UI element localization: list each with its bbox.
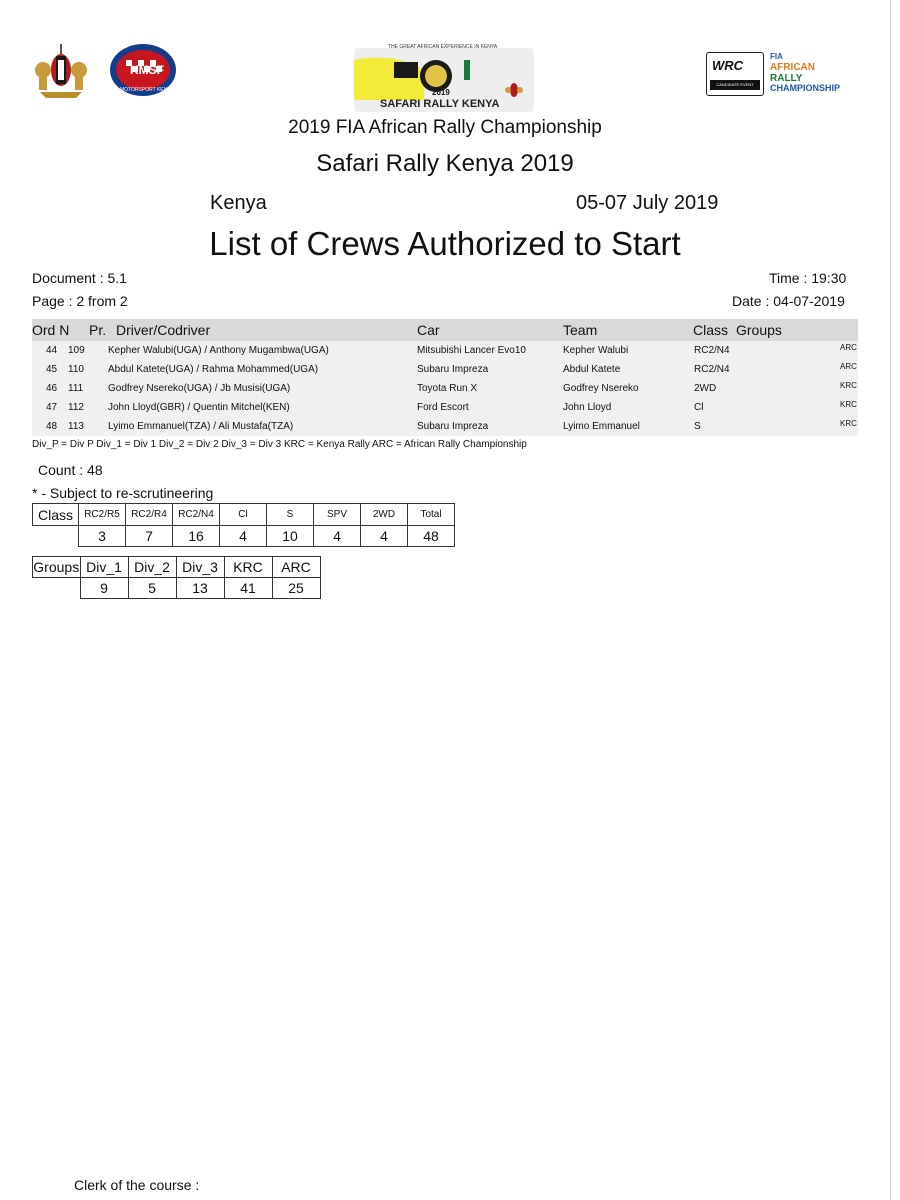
kmsf-logo-subtext: MOTORSPORT KENYA [120,87,174,93]
groups-blank-cell [33,578,81,599]
class-value: 10 [267,526,314,547]
class-value: 4 [361,526,408,547]
cell-team: Lyimo Emmanuel [563,421,640,432]
cell-class: Cl [694,402,704,413]
arc-line1: AFRICAN [770,62,815,73]
cell-driver: John Lloyd(GBR) / Quentin Mitchel(KEN) [108,402,290,413]
document-number: Document : 5.1 [32,270,127,286]
class-header: RC2/R5 [79,504,126,526]
cell-team: John Lloyd [563,402,612,413]
wrc-candidate-logo [706,52,764,96]
class-header: Cl [220,504,267,526]
crew-table-header [32,319,858,341]
class-header: RC2/R4 [126,504,173,526]
class-header: SPV [314,504,361,526]
table-row [32,360,858,380]
table-row [32,398,858,418]
cell-driver: Lyimo Emmanuel(TZA) / Ali Mustafa(TZA) [108,421,294,432]
class-blank-cell [33,526,79,547]
table-row [32,341,858,361]
arc-championship-logo [768,52,864,96]
cell-ord: 48 [46,421,58,432]
class-header: RC2/N4 [173,504,220,526]
class-value: 3 [79,526,126,547]
group-header: KRC [224,557,272,578]
wrc-logo-text: WRC [712,58,744,73]
cell-pr: 112 [68,402,84,413]
group-value: 9 [80,578,128,599]
col-driver: Driver/Codriver [116,322,211,338]
table-row [32,417,858,437]
safari-year: 2019 [432,88,450,97]
class-header: S [267,504,314,526]
cell-team: Godfrey Nsereko [563,383,639,394]
col-class: Class [693,322,729,338]
col-team: Team [563,322,598,338]
group-value: 5 [128,578,176,599]
document-heading: List of Crews Authorized to Start [209,225,681,262]
document-time: Time : 19:30 [769,270,847,286]
arc-fia-text: FIA [770,52,783,61]
cell-car: Toyota Run X [417,383,478,394]
groups-label: Groups [33,557,81,578]
col-pr: Pr. [89,322,107,338]
kenya-crest-icon [504,80,524,100]
group-value: 25 [272,578,320,599]
col-groups: Groups [736,322,782,338]
group-header: Div_3 [176,557,224,578]
cell-group: ARC [840,362,857,371]
event-country: Kenya [210,192,267,214]
cell-group: KRC [840,400,857,409]
kmsf-logo-text: KMSF [130,63,164,77]
cell-group: KRC [840,381,857,390]
clerk-of-course-label: Clerk of the course : [74,1177,200,1193]
cell-class: RC2/N4 [694,345,730,356]
class-label: Class [33,504,79,526]
class-value: 16 [173,526,220,547]
cell-pr: 109 [68,345,85,356]
table-row [32,379,858,399]
scrutineering-note: * - Subject to re-scrutineering [32,485,214,501]
group-header: Div_2 [128,557,176,578]
cell-car: Ford Escort [417,402,469,413]
group-header: ARC [272,557,320,578]
class-summary-table [32,503,455,547]
cell-class: 2WD [694,383,717,394]
cell-car: Mitsubishi Lancer Evo10 [417,345,526,356]
safari-tagline: THE GREAT AFRICAN EXPERIENCE IN KENYA [388,44,498,50]
group-value: 13 [176,578,224,599]
cell-group: KRC [840,419,857,428]
kenya-coat-of-arms-logo [30,40,92,102]
cell-driver: Abdul Katete(UGA) / Rahma Mohammed(UGA) [108,364,319,375]
cell-pr: 110 [68,364,84,375]
cell-car: Subaru Impreza [417,421,489,432]
event-dates: 05-07 July 2019 [576,192,719,214]
abbreviation-legend: Div_P = Div P Div_1 = Div 1 Div_2 = Div 2 Div_3 = Div 3 KRC = Kenya Rally ARC = African Rally Championship [32,439,527,450]
arc-line2: RALLY [770,73,803,84]
safari-rally-logo [354,40,534,112]
cell-car: Subaru Impreza [417,364,489,375]
cell-driver: Godfrey Nsereko(UGA) / Jb Musisi(UGA) [108,383,291,394]
cell-ord: 45 [46,364,58,375]
class-header: Total [408,504,455,526]
cell-group: ARC [840,343,857,352]
cell-pr: 111 [68,383,84,394]
class-value: 4 [314,526,361,547]
class-value: 4 [220,526,267,547]
document-date: Date : 04-07-2019 [732,293,845,309]
cell-class: S [694,421,701,432]
class-header: 2WD [361,504,408,526]
safari-name: SAFARI RALLY KENYA [380,98,500,110]
col-car: Car [417,322,440,338]
group-value: 41 [224,578,272,599]
event-title: Safari Rally Kenya 2019 [316,150,574,177]
groups-summary-table [32,556,321,599]
page-number: Page : 2 from 2 [32,293,128,309]
wrc-logo-subtext: CANDIDATE EVENT [710,80,760,90]
kmsf-logo [108,42,178,100]
class-value: 7 [126,526,173,547]
cell-driver: Kepher Walubi(UGA) / Anthony Mugambwa(UGA) [108,345,329,356]
group-header: Div_1 [80,557,128,578]
crew-count: Count : 48 [38,462,103,478]
cell-ord: 46 [46,383,58,394]
cell-class: RC2/N4 [694,364,730,375]
cell-ord: 44 [46,345,58,356]
championship-title: 2019 FIA African Rally Championship [288,117,602,138]
col-ord: Ord N [32,322,70,338]
cell-team: Kepher Walubi [563,345,629,356]
cell-ord: 47 [46,402,58,413]
class-value: 48 [408,526,455,547]
cell-team: Abdul Katete [563,364,621,375]
arc-line3: CHAMPIONSHIP [770,83,841,93]
cell-pr: 113 [68,421,84,432]
